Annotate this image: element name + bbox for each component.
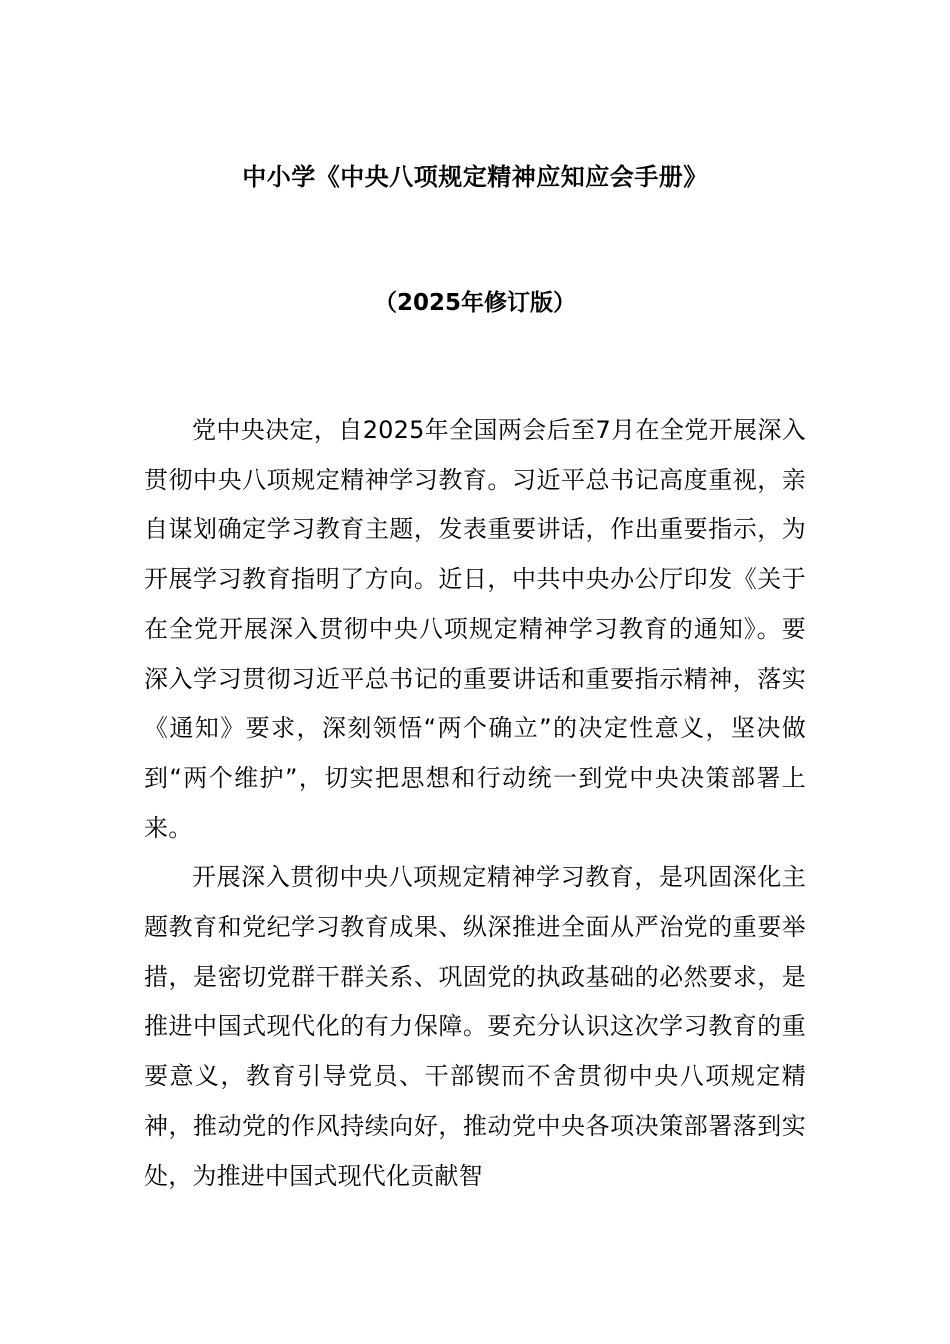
document-title: 中小学《中央八项规定精神应知应会手册》 (242, 163, 708, 191)
document-subtitle: （2025年修订版） (373, 290, 576, 316)
paragraph-1: 党中央决定，自2025年全国两会后至7月在全党开展深入贯彻中央八项规定精神学习教育。习近平总书记高度重视，亲自谋划确定学习教育主题，发表重要讲话，作出重要指示，为开展学习教育指明了方向。近日，中共中央办公厅印发《关于在全党开展深入贯彻中央八项规定精神学习教育的通知》。要深入学习贯彻习近平总书记的重要讲话和重要指示精神，落实《通知》要求，深刻领悟“两个确立”的决定性意义，坚决做到“两个维护”，切实把思想和行动统一到党中央决策部署上来。 (144, 416, 806, 842)
paragraph-2: 开展深入贯彻中央八项规定精神学习教育，是巩固深化主题教育和党纪学习教育成果、纵深推进全面从严治党的重要举措，是密切党群干群关系、巩固党的执政基础的必然要求，是推进中国式现代化的有力保障。要充分认识这次学习教育的重要意义，教育引导党员、干部锲而不舍贯彻中央八项规定精神，推动党的作风持续向好，推动党中央各项决策部署落到实处，为推进中国式现代化贡献智 (144, 863, 806, 1190)
document-body (144, 406, 806, 1201)
